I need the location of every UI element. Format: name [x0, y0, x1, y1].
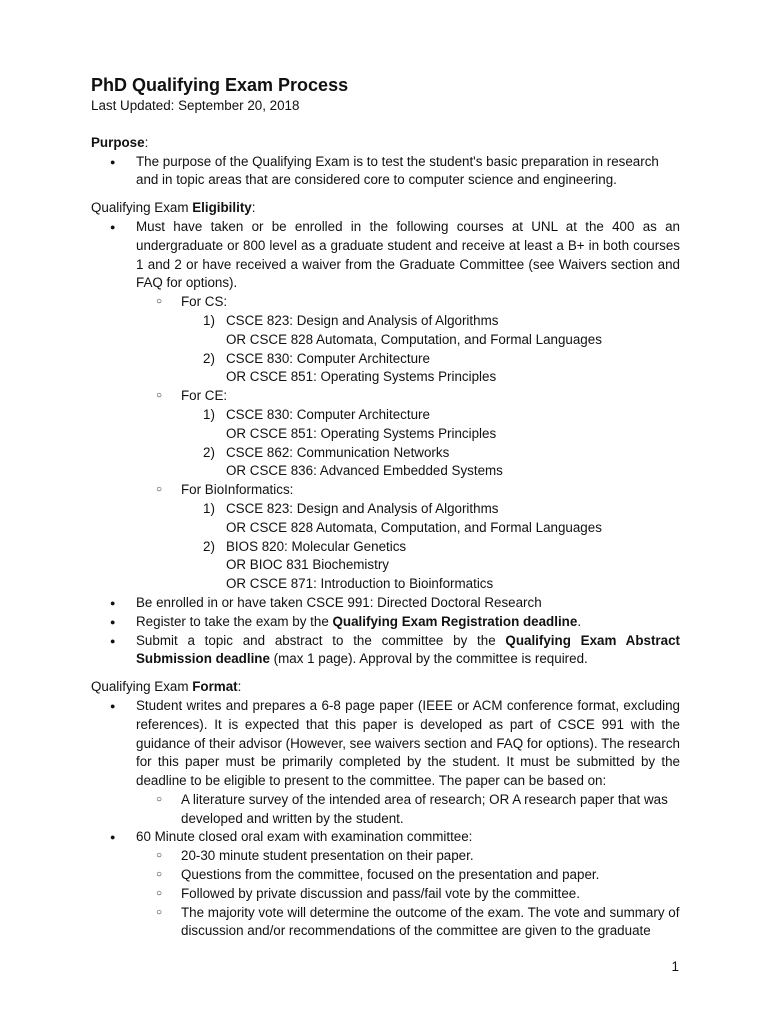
submit-text: Submit a topic and abstract to the committee by the	[136, 632, 506, 648]
course-line: CSCE 862: Communication Networks	[226, 444, 450, 460]
track-label: For CS:	[181, 294, 228, 310]
paper-sub-item: ○ A literature survey of the intended area of research; OR A research paper that was developed and written by the student.	[136, 791, 680, 829]
course-list	[181, 406, 680, 481]
purpose-bullet: ● The purpose of the Qualifying Exam is to test the student's basic preparation in research and in topic areas that are considered core to computer science and engineering.	[91, 153, 680, 191]
course-number: 1)	[203, 406, 215, 422]
last-updated: Last Updated: September 20, 2018	[91, 98, 300, 113]
purpose-list	[91, 153, 680, 191]
purpose-heading-colon: :	[144, 134, 149, 150]
register-bullet	[91, 613, 680, 632]
paper-text: ● Student writes and prepares a 6-8 page paper (IEEE or ACM conference format, excluding references). It is expected that this paper is developed as part of CSCE 991 with the guidance of their advisor (However, see waivers section and FAQ for options). The research for this paper must be primarily completed by the student. It must be submitted by the deadline to be eligible to present to the committee. The paper can be based on:	[136, 697, 680, 789]
purpose-heading	[91, 134, 680, 153]
eligibility-list	[91, 218, 680, 669]
eligibility-intro-bullet	[91, 218, 680, 594]
document-title: PhD Qualifying Exam Process	[91, 75, 349, 95]
track-list	[136, 293, 680, 594]
course-item	[181, 538, 680, 594]
track-label: For CE:	[181, 388, 228, 404]
submit-deadline: Qualifying Exam Abstract Submission deadline	[136, 632, 680, 667]
oral-sub-item: ○ The majority vote will determine the outcome of the exam. The vote and summary of discussion and/or recommendations of the committee are given to the graduate	[136, 904, 680, 942]
course-alt-line: OR CSCE 851: Operating Systems Principles	[226, 369, 497, 385]
course-number: 2)	[203, 350, 215, 366]
course-number: 2)	[203, 444, 215, 460]
course-item	[181, 350, 680, 388]
track-cs	[136, 293, 680, 387]
eligibility-heading	[91, 199, 680, 218]
course-alt-line: OR CSCE 851: Operating Systems Principles	[226, 425, 497, 441]
format-heading-bold: Format	[192, 679, 238, 695]
course-alt-line: OR CSCE 828 Automata, Computation, and Formal Languages	[226, 331, 602, 347]
course-number: 2)	[203, 538, 215, 554]
course-item	[181, 312, 680, 350]
register-period: .	[577, 613, 582, 629]
course-number: 1)	[203, 500, 215, 516]
oral-sub-list	[136, 847, 680, 941]
course-line: CSCE 823: Design and Analysis of Algorithms	[226, 312, 499, 328]
course-item	[181, 444, 680, 482]
register-deadline: Qualifying Exam Registration deadline	[332, 613, 578, 629]
format-heading-prefix: Qualifying Exam	[91, 679, 193, 695]
oral-exam-text: ● 60 Minute closed oral exam with examination committee:	[136, 829, 473, 845]
submit-bullet	[91, 632, 680, 670]
oral-exam-bullet	[91, 828, 680, 941]
course-alt-line: OR CSCE 828 Automata, Computation, and Formal Languages	[226, 519, 602, 535]
enrolled-bullet: ● Be enrolled in or have taken CSCE 991: Directed Doctoral Research	[91, 594, 680, 613]
oral-sub-item: ○ Followed by private discussion and pass/fail vote by the committee.	[136, 885, 680, 904]
eligibility-heading-bold: Eligibility	[192, 200, 252, 216]
course-alt-line: OR CSCE 836: Advanced Embedded Systems	[226, 463, 503, 479]
track-ce	[136, 387, 680, 481]
purpose-heading-label: Purpose	[91, 134, 145, 150]
course-list	[181, 312, 680, 387]
course-line: CSCE 823: Design and Analysis of Algorithms	[226, 500, 499, 516]
course-alt-line: OR CSCE 871: Introduction to Bioinformatics	[226, 576, 494, 592]
format-heading-colon: :	[237, 679, 242, 695]
eligibility-heading-prefix: Qualifying Exam	[91, 200, 193, 216]
format-list	[91, 697, 680, 941]
eligibility-heading-colon: :	[251, 200, 256, 216]
track-label: For BioInformatics:	[181, 482, 294, 498]
format-heading	[91, 678, 680, 697]
oral-sub-item: ○ 20-30 minute student presentation on their paper.	[136, 847, 680, 866]
course-item	[181, 406, 680, 444]
register-text: Register to take the exam by the	[136, 613, 333, 629]
course-list	[181, 500, 680, 594]
oral-sub-item: ○ Questions from the committee, focused on the presentation and paper.	[136, 866, 680, 885]
course-line: CSCE 830: Computer Architecture	[226, 350, 430, 366]
paper-sub-list	[136, 791, 680, 829]
course-item	[181, 500, 680, 538]
paper-bullet	[91, 697, 680, 829]
course-number: 1)	[203, 312, 215, 328]
page-number: 1	[671, 959, 679, 974]
eligibility-intro-text: ● Must have taken or be enrolled in the following courses at UNL at the 400 as an undergraduate or 800 level as a graduate student and receive at least a B+ in both courses 1 and 2 or have received a waiver from the Graduate Committee (see Waivers section and FAQ for options).	[136, 218, 680, 291]
course-alt-line: OR BIOC 831 Biochemistry	[226, 557, 389, 573]
course-line: BIOS 820: Molecular Genetics	[226, 538, 407, 554]
course-line: CSCE 830: Computer Architecture	[226, 406, 430, 422]
track-bioinformatics	[136, 481, 680, 594]
submit-note: (max 1 page). Approval by the committee is required.	[269, 651, 588, 667]
